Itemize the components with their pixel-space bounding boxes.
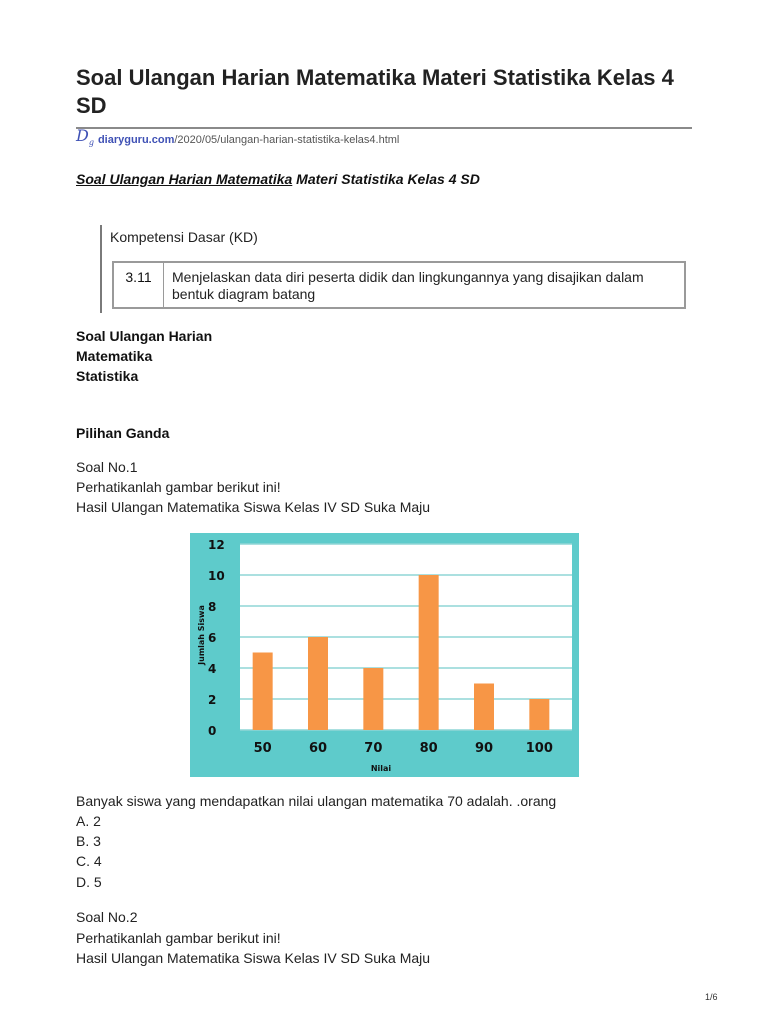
bar [419, 575, 439, 730]
source-domain: diaryguru.com [97, 134, 175, 146]
q1-caption: Hasil Ulangan Matematika Siswa Kelas IV SD Suka Maju [76, 499, 431, 515]
q1-option-d: D. 5 [76, 874, 102, 890]
x-tick-label: 70 [364, 741, 383, 756]
diaryguru-logo-icon: $D_g$ [76, 126, 94, 148]
y-tick-label: 6 [208, 631, 217, 645]
bar-chart [190, 533, 579, 777]
q2-number: Soal No.2 [76, 909, 138, 925]
y-axis-label: Jumlah Siswa [197, 605, 206, 665]
y-tick-label: 0 [208, 724, 217, 738]
article-subtitle [76, 171, 480, 187]
source-path: /2020/05/ulangan-harian-statistika-kelas4.html [174, 134, 400, 146]
bar [474, 684, 494, 731]
bar-chart-svg [190, 533, 579, 777]
bar [253, 653, 273, 731]
y-tick-label: 4 [208, 662, 217, 676]
title-divider [76, 127, 692, 129]
q1-option-a: A. 2 [76, 813, 101, 829]
info-line-1: Soal Ulangan Harian [76, 328, 213, 344]
bar [363, 668, 383, 730]
x-tick-label: 50 [253, 741, 272, 756]
q1-option-b: B. 3 [76, 833, 101, 849]
kd-blockquote [100, 225, 686, 313]
q2-instruction: Perhatikanlah gambar berikut ini! [76, 930, 281, 946]
page-title: Soal Ulangan Harian Matematika Materi Statistika Kelas 4 SD [76, 65, 674, 118]
page-number: 1/6 [705, 992, 718, 1002]
x-tick-label: 90 [474, 741, 494, 756]
y-tick-label: 8 [208, 600, 217, 614]
x-tick-label: 80 [419, 741, 438, 756]
subtitle-link[interactable]: Soal Ulangan Harian Matematika [76, 171, 293, 187]
bar [529, 699, 549, 730]
chart-watermark: diaryguru.com [467, 560, 533, 569]
section-title: Pilihan Ganda [76, 425, 170, 441]
subtitle-rest: Materi Statistika Kelas 4 SD [292, 171, 480, 187]
source-link[interactable] [76, 126, 400, 149]
kd-code: 3.11 [114, 263, 164, 307]
x-tick-label: 100 [525, 741, 553, 756]
y-tick-label: 12 [208, 538, 225, 552]
info-line-3: Statistika [76, 368, 139, 384]
q2-caption: Hasil Ulangan Matematika Siswa Kelas IV SD Suka Maju [76, 950, 431, 966]
y-tick-label: 10 [208, 569, 225, 583]
kd-description: Menjelaskan data diri peserta didik dan lingkungannya yang disajikan dalam bentuk diagram batang [172, 269, 644, 302]
x-axis-label: Nilai [370, 764, 392, 773]
q1-option-c: C. 4 [76, 853, 102, 869]
q1-question: Banyak siswa yang mendapatkan nilai ulangan matematika 70 adalah. .orang [76, 793, 557, 809]
y-tick-label: 2 [208, 693, 217, 707]
kd-label: Kompetensi Dasar (KD) [110, 229, 258, 245]
x-tick-label: 60 [308, 741, 328, 756]
bar [308, 637, 328, 730]
info-line-2: Matematika [76, 348, 153, 364]
kd-table [112, 261, 686, 309]
q1-instruction: Perhatikanlah gambar berikut ini! [76, 479, 281, 495]
q1-number: Soal No.1 [76, 459, 138, 475]
